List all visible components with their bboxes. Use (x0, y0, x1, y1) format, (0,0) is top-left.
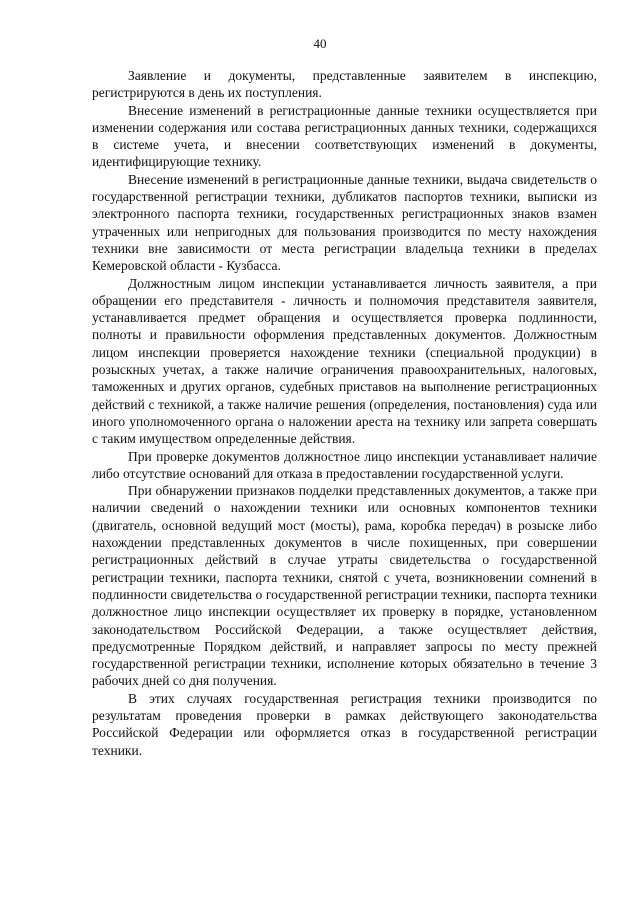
page-number: 40 (313, 36, 327, 51)
paragraph-registration-after-check: В этих случаях государственная регистрация техники производится по результатам проведения проверки в рамках действующего законодательства Российской Федерации или оформляется отказ в государственной регистрации техники. (92, 690, 597, 758)
document-body (92, 67, 597, 759)
paragraph-forgery-signs: При обнаружении признаков подделки представленных документов, а также при наличии сведений о нахождении техники или основных компонентов техники (двигатель, основной ведущий мост (мосты), рама, коробка передач) в розыске либо нахождении представленных документов в числе похищенных, при совершении регистрационных действий в случае утраты свидетельства о государственной регистрации техники, паспорта техники, снятой с учета, возникновении сомнений в подлинности свидетельства о государственной регистрации техники, паспорта техники должностное лицо инспекции осуществляет их проверку в порядке, установленном законодательством Российской Федерации, а также осуществляет действия, предусмотренные Порядком действий, и направляет запросы по месту прежней государственной регистрации техники, исполнение которых обязательно в течение 3 рабочих дней со дня получения. (92, 483, 597, 689)
paragraph-grounds-for-refusal: При проверке документов должностное лицо инспекции устанавливает наличие либо отсутствие оснований для отказа в предоставлении государственной услуги. (92, 448, 597, 481)
paragraph-application-registration: Заявление и документы, представленные заявителем в инспекцию, регистрируются в день их поступления. (92, 68, 597, 101)
paragraph-place-of-changes: Внесение изменений в регистрационные данные техники, выдача свидетельств о государственной регистрации техники, дубликатов паспортов техники, выписки из электронного паспорта техники, государственных регистрационных знаков взамен утраченных или непригодных для пользования производится по месту нахождения техники вне зависимости от места регистрации владельца техники в пределах Кемеровской области - Кузбасса. (92, 171, 597, 274)
paragraph-identity-verification: Должностным лицом инспекции устанавливается личность заявителя, а при обращении его представителя - личность и полномочия представителя заявителя, устанавливается предмет обращения и осуществляется проверка подлинности, полноты и правильности оформления представленных документов. Должностным лицом инспекции проверяется нахождение техники (специальной продукции) в розыскных учетах, а также наличие ограничения правоохранительных, налоговых, таможенных и других органов, судебных приставов на выполнение регистрационных действий с техникой, а также наличие решения (определения, постановления) суда или иного уполномоченного органа о наложении ареста на технику или запрета совершать с таким имуществом определенные действия. (92, 275, 597, 447)
paragraph-changes-registration-data: Внесение изменений в регистрационные данные техники осуществляется при изменении содержания или состава регистрационных данных техники, содержащихся в системе учета, и внесении соответствующих изменений в документы, идентифицирующие технику. (92, 102, 597, 170)
